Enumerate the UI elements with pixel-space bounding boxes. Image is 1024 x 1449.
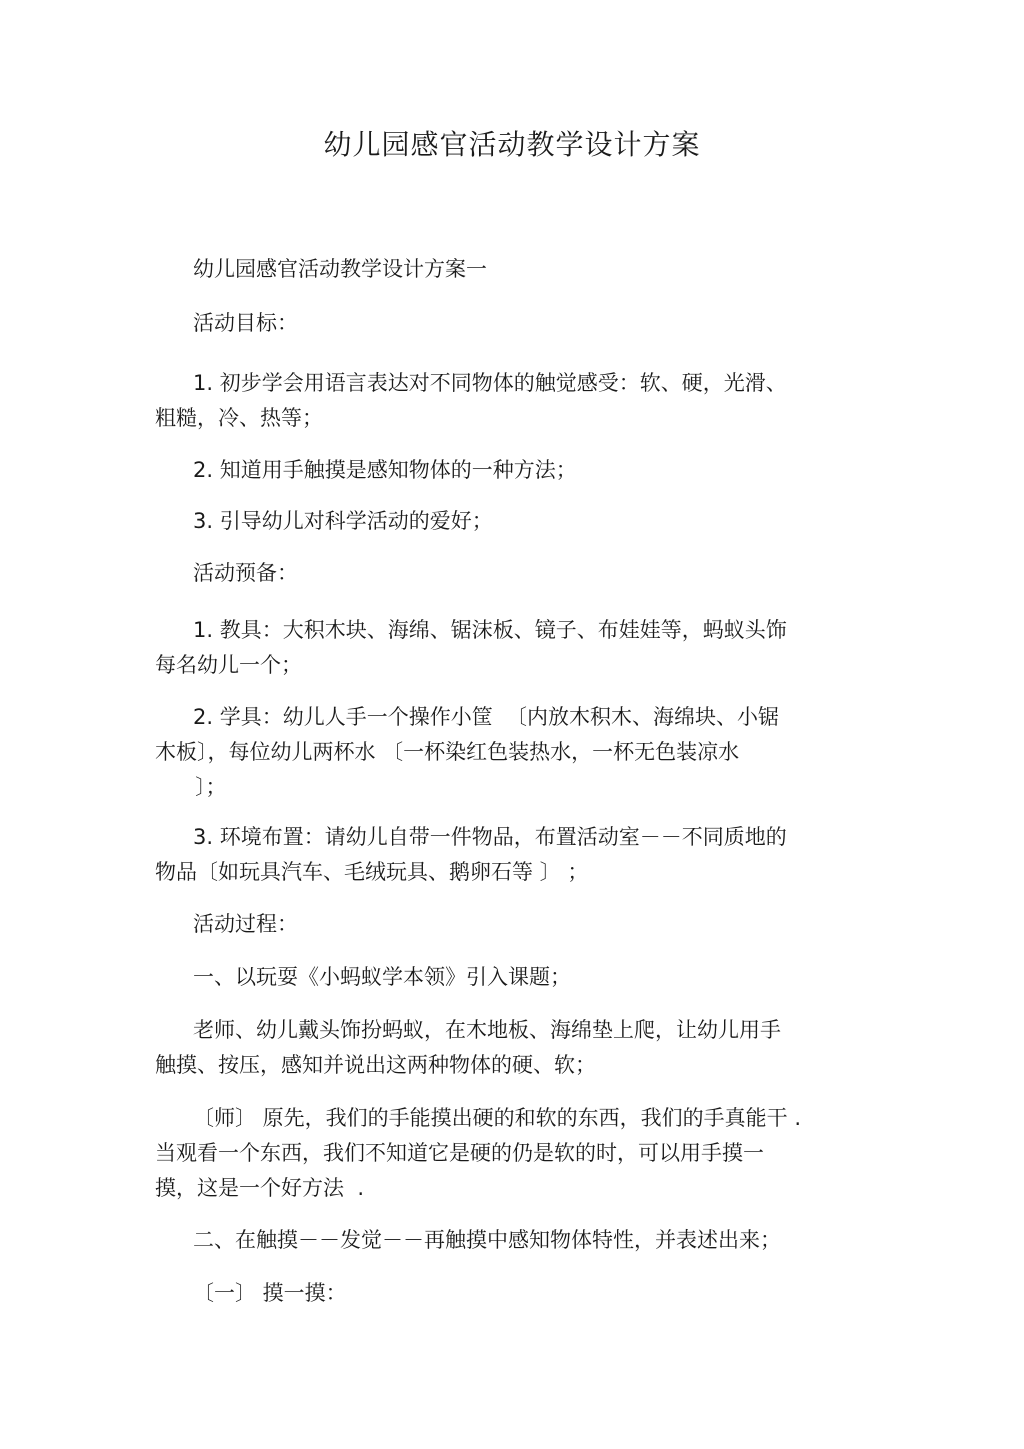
paragraph-prep-heading bbox=[155, 556, 835, 591]
text-line: 当观看一个东西，我们不知道它是硬的仍是软的时，可以用手摸一 bbox=[155, 1141, 764, 1165]
text-line: 活动过程： bbox=[193, 912, 298, 936]
paragraph-prep-2 bbox=[155, 700, 835, 805]
text-line: 摸，这是一个好方法 . bbox=[155, 1176, 365, 1200]
text-line: 1. 教具：大积木块、海绵、锯沫板、镜子、布娃娃等，蚂蚁头饰 bbox=[193, 618, 787, 642]
text-line: 活动目标： bbox=[193, 311, 298, 335]
text-line: 粗糙，冷、热等； bbox=[155, 406, 323, 430]
text-line: 活动预备： bbox=[193, 561, 298, 585]
text-line: 木板〕，每位幼儿两杯水 〔一杯染红色装热水，一杯无色装凉水 bbox=[155, 740, 740, 764]
paragraph-plan-heading bbox=[155, 252, 835, 287]
paragraph-step-2 bbox=[155, 1223, 835, 1258]
paragraph-prep-3 bbox=[155, 820, 835, 890]
paragraph-goal-2 bbox=[155, 453, 835, 488]
text-line: 2. 学具：幼儿人手一个操作小筐 〔内放木积木、海绵块、小锯 bbox=[193, 705, 780, 729]
text-line: 〕； bbox=[155, 775, 227, 799]
text-line: 物品〔如玩具汽车、毛绒玩具、鹅卵石等 〕 ； bbox=[155, 860, 589, 884]
text-line: 〔一〕 摸一摸： bbox=[193, 1281, 347, 1305]
text-line: 3. 引导幼儿对科学活动的爱好； bbox=[193, 509, 493, 533]
text-line: 1. 初步学会用语言表达对不同物体的触觉感受：软、硬，光滑、 bbox=[193, 371, 787, 395]
paragraph-step-1-detail bbox=[155, 1013, 835, 1083]
paragraph-goal-3 bbox=[155, 504, 835, 539]
text-line: 3. 环境布置：请幼儿自带一件物品，布置活动室－－不同质地的 bbox=[193, 825, 787, 849]
document-title: 幼儿园感官活动教学设计方案 bbox=[323, 128, 701, 161]
paragraph-process-heading bbox=[155, 907, 835, 942]
paragraph-goals-heading bbox=[155, 306, 835, 341]
paragraph-step-1 bbox=[155, 960, 835, 995]
text-line: 触摸、按压，感知并说出这两种物体的硬、软； bbox=[155, 1053, 596, 1077]
paragraph-goal-1 bbox=[155, 366, 835, 436]
text-line: 2. 知道用手触摸是感知物体的一种方法； bbox=[193, 458, 577, 482]
text-line: 每名幼儿一个； bbox=[155, 653, 302, 677]
text-line: 二、在触摸－－发觉－－再触摸中感知物体特性，并表述出来； bbox=[193, 1228, 781, 1252]
text-line: 一、以玩耍《小蚂蚁学本领》引入课题； bbox=[193, 965, 571, 989]
paragraph-prep-1 bbox=[155, 613, 835, 683]
paragraph-substep-1 bbox=[155, 1276, 835, 1311]
text-line: 老师、幼儿戴头饰扮蚂蚁，在木地板、海绵垫上爬，让幼儿用手 bbox=[193, 1018, 781, 1042]
text-line: 〔师〕 原先，我们的手能摸出硬的和软的东西，我们的手真能干 . bbox=[193, 1106, 802, 1130]
paragraph-teacher-quote bbox=[155, 1101, 835, 1206]
text-line: 幼儿园感官活动教学设计方案一 bbox=[193, 257, 487, 281]
